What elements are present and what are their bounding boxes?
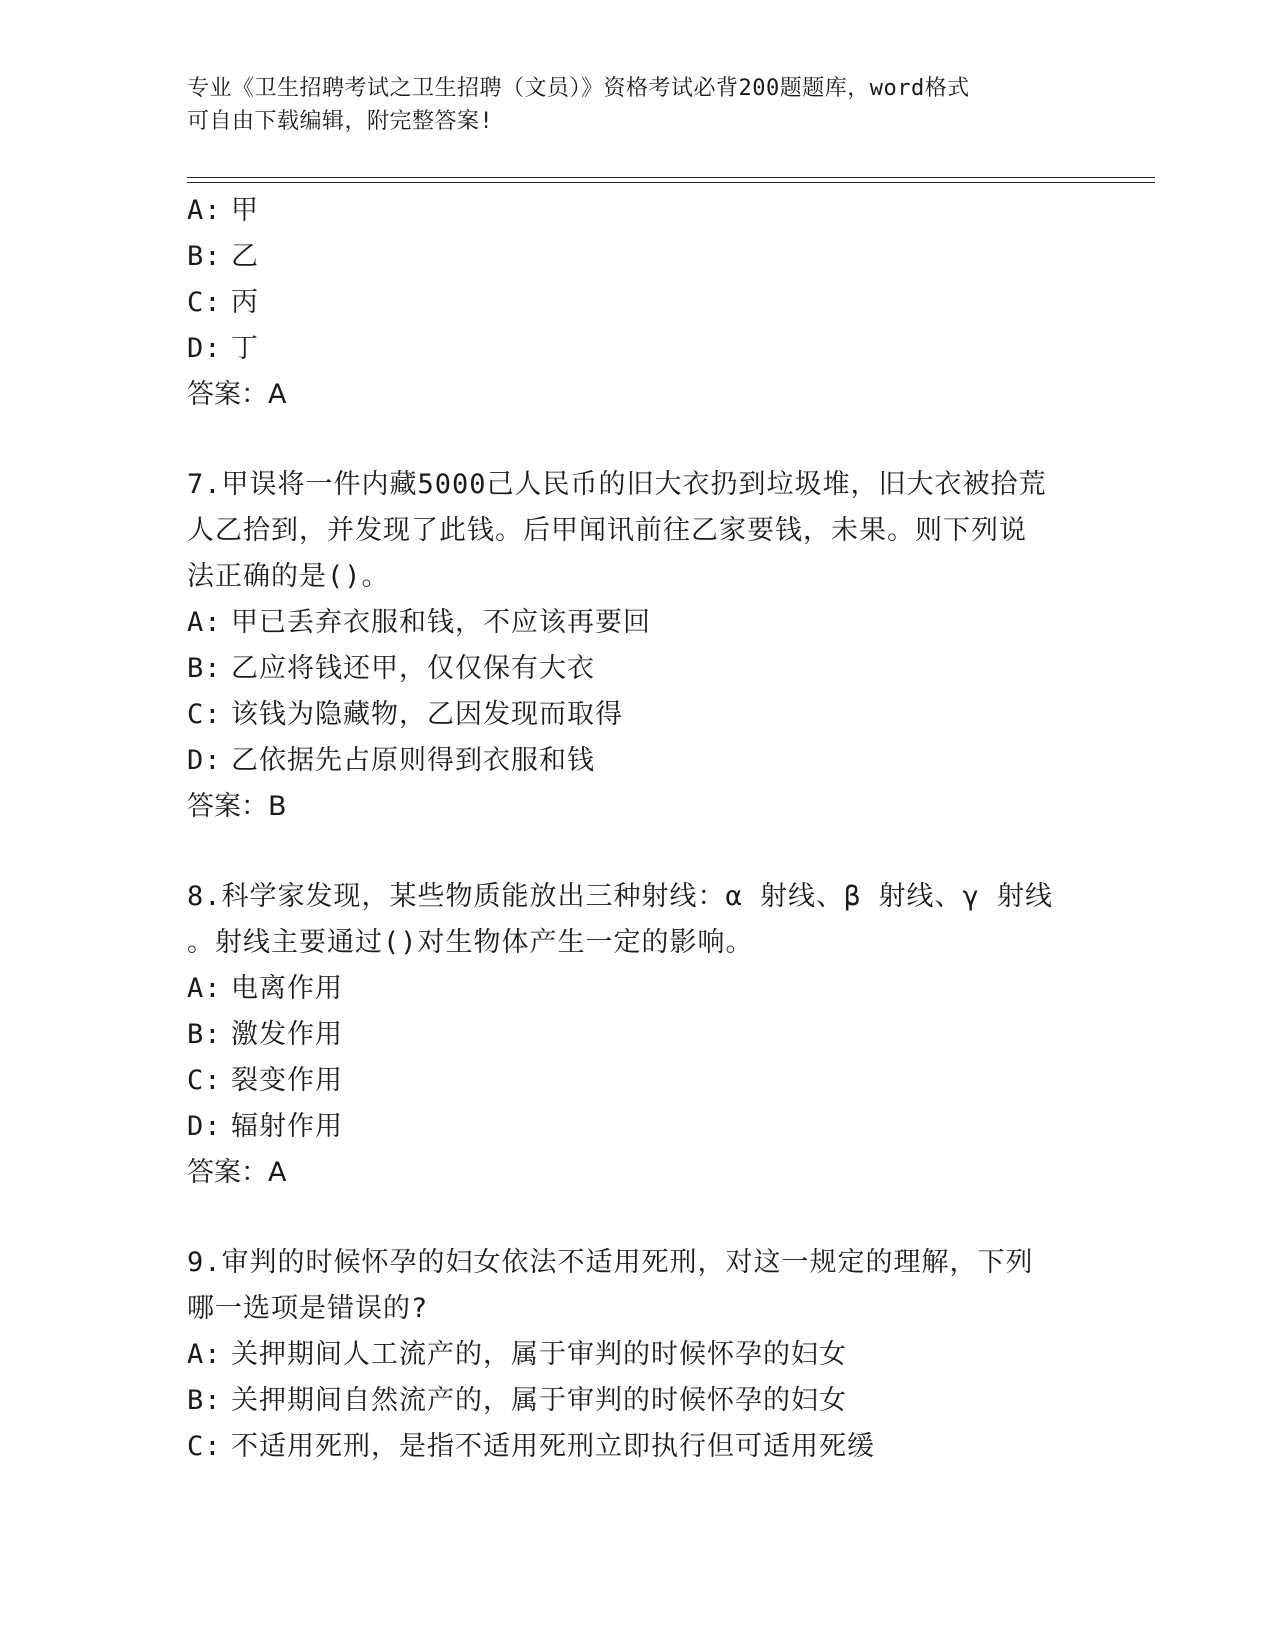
question-7-stem-line-1: 7.甲误将一件内藏5000己人民币的旧大衣扔到垃圾堆，旧大衣被拾荒 xyxy=(187,469,1047,500)
question-9 xyxy=(187,1240,1087,1470)
option-b: B: 关押期间自然流产的，属于审判的时候怀孕的妇女 xyxy=(187,1385,847,1416)
option-c: C: 裂变作用 xyxy=(187,1065,343,1096)
option-a: A: 甲已丢弃衣服和钱，不应该再要回 xyxy=(187,607,651,638)
header-line-1: 专业《卫生招聘考试之卫生招聘（文员）》资格考试必背200题题库，word格式 xyxy=(187,76,970,101)
question-content xyxy=(187,188,1087,1470)
question-7-answer: 答案：B xyxy=(187,791,287,822)
question-9-stem-line-1: 9.审判的时候怀孕的妇女依法不适用死刑，对这一规定的理解，下列 xyxy=(187,1247,1034,1278)
question-8-stem-line-2: 。射线主要通过()对生物体产生一定的影响。 xyxy=(187,927,754,958)
header-line-2: 可自由下载编辑，附完整答案! xyxy=(187,109,494,134)
question-7-stem-line-3: 法正确的是()。 xyxy=(187,561,390,592)
option-c: C: 该钱为隐藏物，乙因发现而取得 xyxy=(187,699,623,730)
option-d: D: 丁 xyxy=(187,333,259,364)
option-c: C: 丙 xyxy=(187,287,259,318)
question-9-stem-line-2: 哪一选项是错误的? xyxy=(187,1293,429,1324)
option-a: A: 关押期间人工流产的，属于审判的时候怀孕的妇女 xyxy=(187,1339,847,1370)
document-header xyxy=(187,72,1067,138)
option-d: D: 乙依据先占原则得到衣服和钱 xyxy=(187,745,595,776)
option-b: B: 乙应将钱还甲，仅仅保有大衣 xyxy=(187,653,595,684)
header-divider-bottom xyxy=(187,182,1155,183)
question-7 xyxy=(187,462,1087,830)
question-8-answer: 答案：A xyxy=(187,1157,287,1188)
header-divider-top xyxy=(187,177,1155,178)
option-b: B: 乙 xyxy=(187,241,259,272)
option-b: B: 激发作用 xyxy=(187,1019,343,1050)
question-6-answer: 答案：A xyxy=(187,379,287,410)
option-a: A: 甲 xyxy=(187,195,259,226)
question-7-stem-line-2: 人乙拾到，并发现了此钱。后甲闻讯前往乙家要钱，未果。则下列说 xyxy=(187,515,1027,546)
question-8 xyxy=(187,874,1087,1196)
question-6-options xyxy=(187,188,1087,418)
question-8-stem-line-1: 8.科学家发现，某些物质能放出三种射线：α 射线、β 射线、γ 射线 xyxy=(187,881,1054,912)
option-d: D: 辐射作用 xyxy=(187,1111,343,1142)
option-c: C: 不适用死刑，是指不适用死刑立即执行但可适用死缓 xyxy=(187,1431,875,1462)
option-a: A: 电离作用 xyxy=(187,973,343,1004)
